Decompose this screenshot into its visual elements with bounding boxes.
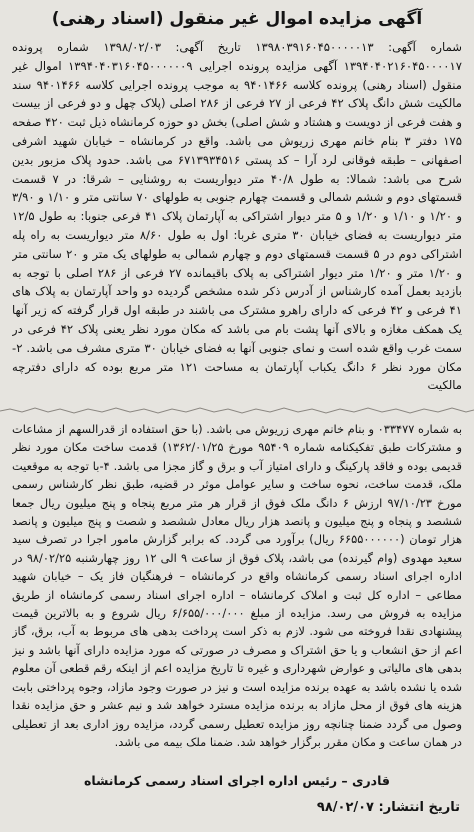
ad-title: آگهی مزایده اموال غیر منقول (اسناد رهنی) [51,9,423,29]
auction-details-paragraph: شماره آگهی: ۱۳۹۸۰۳۹۱۶۰۴۵۰۰۰۰۰۱۳ تاریخ آگهی: ۱۳۹۸/۰۲/۰۳ شماره پرونده ۱۳۹۴۰۴۰۲۱۶۰۴۵۰۰۰۰۱۷ آگهی مزایده پرونده اجرایی ۱۳۹۴۰۴۰۳۱۶۰۴۵۰۰۰۰۰۰۹ اموال غیر منقول (اسناد رهنی) پرونده کلاسه ۹۴۰۱۴۶۶ به موجب پرونده اجرایی کلاسه ۹۴۰۱۴۶۶ سند مالکیت شش دانگ پلاک ۴۲ فرعی از ۲۷ فرعی از ۲۸۶ اصلی (پلاک چهل و دو فرعی از بیست و هفت فرعی از دویست و هشتاد و شش اصلی) بخش دو حوزه کرمانشاه ذیل ثبت ۴۲۰ صفحه ۱۷۵ دفتر ۳ بنام خانم مهری زریوش می باشد. واقع در کرمانشاه – خیابان شهید اشرفی اصفهانی – طبقه فوقانی لرد آرا – کد پستی ۶۷۱۳۹۳۴۵۱۶ می باشد. حدود پلاک مزبور بدین شرح می باشد: شمالا: به طول ۴۰/۸ متر دیواریست به روشنایی – شرقا: در ۷ قسمت قسمتهای دوم و ششم شمالی و قسمت چهارم جنوبی به طولهای ۷۰ سانتی متر و ۱/۱۰ و ۳/۹۰ و ۱/۲۰ و ۱/۱۰ و ۱/۲۰ و ۵ متر دیوار اشتراکی به آپارتمان پلاک ۴۱ فرعی جنوبا: به طول ۱۲/۵ متر دیواریست به فضای خیابان ۳۰ متری غربا: اول به طول ۸/۶۰ متر دیواریست به راه پله اشتراکی دوم در ۵ قسمت قسمتهای دوم و چهارم شمالی به طولهای یک متر و ۲۰ سانتی متر و ۱/۲۰ متر و ۱/۲۰ متر دیوار اشتراکی به پلاک باقیمانده ۲۷ فرعی از ۲۸۶ اصلی با توجه به بازدید بعمل آمده کارشناس از آدرس ذکر شده مشخص گردیده دو واحد آپارتمان به پلاک های ۴۱ فرعی و ۴۲ فرعی که دارای راهرو مشترک می باشند در طبقه اول قرار گرفته که زیر آنها یک همکف مغازه و بالای آنها پشت بام می باشد که مکان مورد نظر یعنی پلاک ۴۲ فرعی در سمت غرب واقع شده است و نمای جنوبی آنها به فضای خیابان ۳۰ متری مشرف می باشد. ۲-مکان مورد نظر ۶ دانگ یکباب آپارتمان به مساحت ۱۲۱ متر مربع بوده که دارای دفترچه مالکیت [12,40,462,393]
auction-terms-paragraph: به شماره ۰۳۳۴۷۷ و بنام خانم مهری زریوش می باشد. (با حق استفاده از قدرالسهم از مشاعات و مشترکات طبق تفکیکنامه شماره ۹۵۴۰۹ مورخ ۱۳۶۲/۰۱/۲۵) قدمت ساخت مکان مورد نظر قدیمی بوده و فاقد پارکینگ و دارای امتیاز آب و برق و گاز مجزا می باشد. ۴-با توجه به موقعیت ملک، قدمت ساخت، نحوه ساخت و سایر عوامل موثر در قضیه، طبق نظر کارشناس رسمی مورخ ۹۷/۱۰/۲۳ ارزش ۶ دانگ ملک فوق از قرار هر متر مربع پنجاه و پنج میلیون ریال جمعا ششصد و پنجاه و پنج میلیون و پانصد هزار ریال معادل ششصد و شصت و پنج میلیون و پانصد هزار تومان (۶۶۵۵۰۰۰۰۰۰ ریال) برآورد می گردد. که برابر گزارش مامور اجرا در تصرف سید سعید مهدوی (وام گیرنده) می باشد، پلاک فوق از ساعت ۹ الی ۱۲ روز چهارشنبه ۹۸/۰۲/۲۵ در اداره اجرای اسناد رسمی کرمانشاه واقع در کرمانشاه – فرهنگیان فاز یک – خیابان شهید مطاعی – اداره کل ثبت و املاک کرمانشاه – اداره اجرای اسناد رسمی کرمانشاه از طریق مزایده به فروش می رسد. مزایده از مبلغ ۶/۶۵۵/۰۰۰/۰۰۰ ریال شروع و به بالاترین قیمت پیشنهادی نقدا فروخته می شود. لازم به ذکر است پرداخت بدهی های مربوط به آب، برق، گاز اعم از حق انشعاب و یا حق اشتراک و مصرف در صورتی که مورد مزایده دارای آنها باشد و نیز بدهی های مالیاتی و عوارض شهرداری و غیره تا تاریخ مزایده اعم از اینکه رقم قطعی آن معلوم شده یا نشده باشد به عهده برنده مزایده است و نیز در صورت وجود مازاد، وجوه پرداختی بابت هزینه های فوق از محل مازاد به برنده مزایده مسترد خواهد شد و نیم عشر و حق مزایده نقدا وصول می گردد ضمنا چنانچه روز مزایده تعطیل رسمی گردد، مزایده روز اداری بعد از تعطیلی در همان ساعت و مکان مقرر برگزار خواهد شد. ضمنا ملک بیمه می باشد. [12,422,462,749]
publish-date: تاریخ انتشار: ۹۸/۰۲/۰۷ [316,800,460,815]
signature-line: قادری – رئیس اداره اجرای اسناد رسمی کرمانشاه [84,773,390,788]
torn-edge-divider [0,406,474,416]
